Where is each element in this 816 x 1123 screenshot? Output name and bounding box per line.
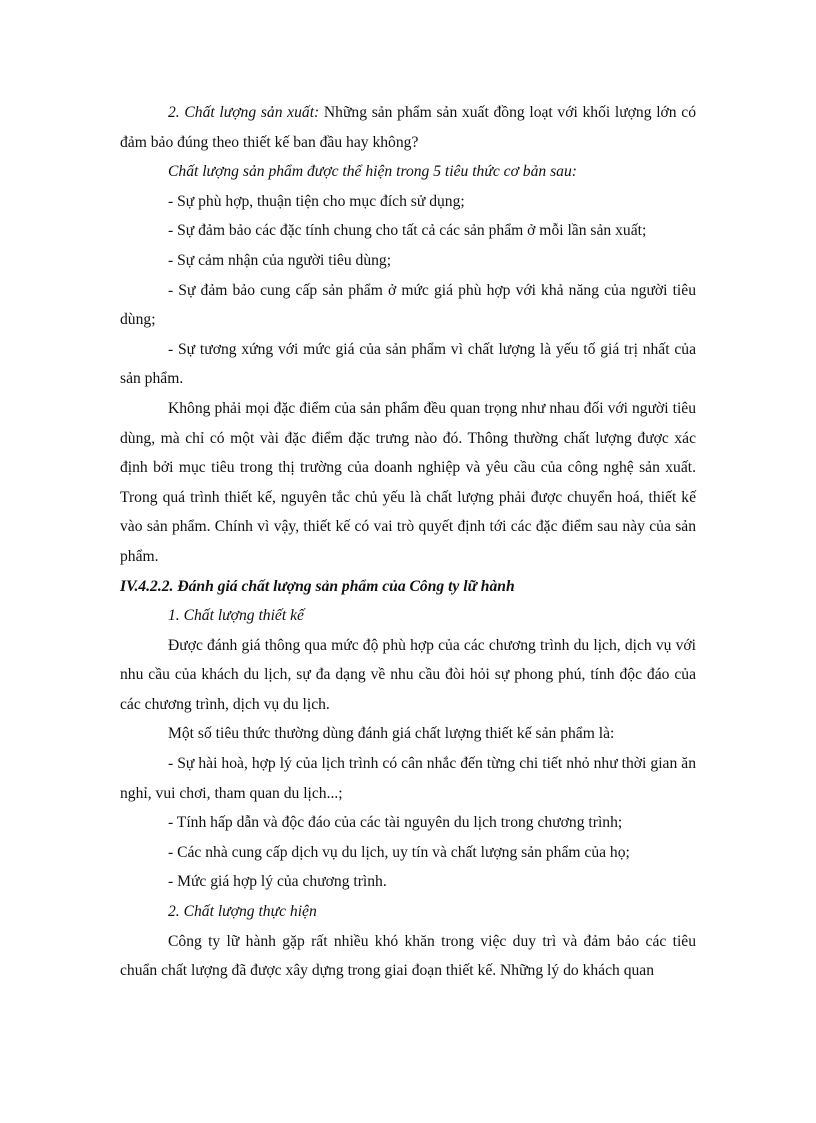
body-paragraph: Công ty lữ hành gặp rất nhiều khó khăn trong việc duy trì và đảm bảo các tiêu chuẩn chất lượng đã được xây dựng trong giai đoạn thiết kế. Những lý do khách quan: [120, 932, 696, 980]
list-item-criterion: - Mức giá hợp lý của chương trình.: [168, 873, 387, 891]
body-paragraph: Được đánh giá thông qua mức độ phù hợp của các chương trình du lịch, dịch vụ với nhu cầu của khách du lịch, sự đa dạng về nhu cầu đòi hỏi sự phong phú, tính độc đáo của các chương trình, dịch vụ du lịch.: [120, 636, 696, 713]
document-page: [120, 98, 696, 986]
body-paragraph: Một số tiêu thức thường dùng đánh giá chất lượng thiết kế sản phẩm là:: [168, 725, 615, 743]
list-item-criterion: - Sự đảm bảo các đặc tính chung cho tất cả các sản phẩm ở mỗi lần sản xuất;: [168, 222, 647, 240]
list-item-criterion: - Sự phù hợp, thuận tiện cho mục đích sử dụng;: [168, 192, 465, 210]
list-item-criterion: - Tính hấp dẫn và độc đáo của các tài nguyên du lịch trong chương trình;: [168, 814, 623, 832]
paragraph-lead: 2. Chất lượng sản xuất:: [168, 104, 320, 121]
subsection-title: 2. Chất lượng thực hiện: [168, 903, 317, 921]
list-item-criterion: - Sự hài hoà, hợp lý của lịch trình có cân nhắc đến từng chi tiết nhỏ như thời gian ăn nghỉ, vui chơi, tham quan du lịch...;: [120, 755, 696, 802]
paragraph-criteria-intro: Chất lượng sản phẩm được thể hiện trong 5 tiêu thức cơ bản sau:: [168, 163, 577, 181]
subsection-title: 1. Chất lượng thiết kế: [168, 607, 304, 625]
list-item-criterion: - Các nhà cung cấp dịch vụ du lịch, uy tín và chất lượng sản phẩm của họ;: [168, 843, 630, 861]
list-item-criterion: - Sự đảm bảo cung cấp sản phẩm ở mức giá phù hợp với khả năng của người tiêu dùng;: [120, 281, 696, 329]
paragraph-text: Những sản phẩm sản xuất đồng loạt với khối lượng lớn có đảm bảo đúng theo thiết kế ban đầu hay không?: [120, 104, 696, 151]
section-heading: IV.4.2.2. Đánh giá chất lượng sản phẩm của Công ty lữ hành: [120, 577, 515, 595]
list-item-criterion: - Sự tương xứng với mức giá của sản phẩm vì chất lượng là yếu tố giá trị nhất của sản phẩm.: [120, 340, 696, 388]
list-item-criterion: - Sự cảm nhận của người tiêu dùng;: [168, 251, 392, 269]
paragraph-quality-production: [120, 98, 696, 157]
body-paragraph: Không phải mọi đặc điểm của sản phẩm đều quan trọng như nhau đối với người tiêu dùng, mà chỉ có một vài đặc điểm đặc trưng nào đó. Thông thường chất lượng được xác định bởi mục tiêu trong thị trường của doanh nghiệp và yêu cầu của công nghệ sản xuất. Trong quá trình thiết kế, nguyên tắc chủ yếu là chất lượng phải được chuyển hoá, thiết kế vào sản phẩm. Chính vì vậy, thiết kế có vai trò quyết định tới các đặc điểm sau này của sản phẩm.: [120, 399, 696, 565]
